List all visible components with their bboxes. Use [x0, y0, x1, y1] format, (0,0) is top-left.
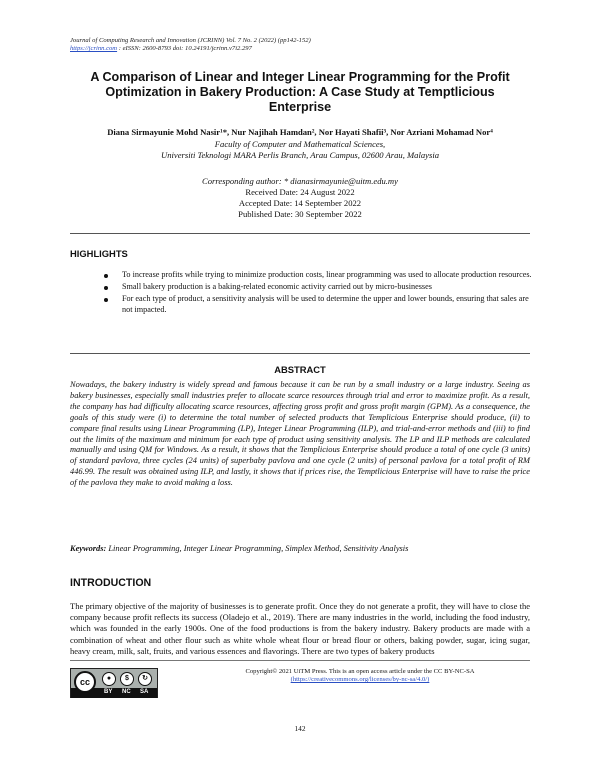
- journal-citation: Journal of Computing Research and Innovation (JCRINN) Vol. 7 No. 2 (2022) (pp142-152): [70, 37, 311, 44]
- sa-share-icon: ↻: [138, 672, 152, 686]
- title-line-3: Enterprise: [268, 100, 332, 114]
- abstract-text: Nowadays, the bakery industry is widely spread and famous because it can be run by a small industry or a large industry. Seeing as bakery businesses, especially small industries prefer to allocate scarce resources through trial and error to maximize profit. As a result, the company has had difficulty allocating scarce resources, affecting gross profit and gross profit margin (GPM). As a consequence, the goals of this study were (i) to determine the total number of selected products that Templicious Enterprise should produce, (ii) to compare final results using Linear Programming (LP), Integer Linear Programming (ILP), and trial-and-error methods and (iii) to find out the limits of the maximum and minimum for each type of product using sensitivity analysis. The LP and ILP methods are calculated manually and using QM for Windows. As a result, it shows that the Templicious Enterprise should produce a total of one cycle (3 units) of standard pavlova, three cycles (24 units) of superbaby pavlova and one cycle (2 units) of personal pavlova for a total profit of RM 446.99. The result was obtained using ILP, and lastly, it shows that if prices rise, the Temptlicious Enterprise will have to raise the price of the pavlova they make to avoid making a loss.: [70, 380, 530, 488]
- keywords-line: [70, 544, 530, 553]
- bullet-icon: [104, 286, 108, 290]
- title-line-1: A Comparison of Linear and Integer Linear Programming for the Profit: [90, 70, 510, 84]
- highlight-item: [104, 270, 534, 281]
- copyright-notice: [190, 668, 530, 685]
- introduction-text: The primary objective of the majority of businesses is to generate profit. Once they do not generate a profit, they will have to close the company because profit reflects its success (Oladejo et al., 2019). There are many industries in the world, including the food industry, which was founded in the early 1900s. One of the food productions is from the bakery industry. Bakery products are made with a combination of wheat and other flour such as white whole wheat flour or bread flour or others, baking powder, sugar, icing sugar, heavy cream, milk, salt, fruits, and various essences and flavorings. There are two types of bakery products: [70, 601, 530, 656]
- cc-nc-tag: NC: [122, 689, 131, 695]
- abstract-heading: ABSTRACT: [274, 364, 326, 375]
- university-affiliation: Universiti Teknologi MARA Perlis Branch, Arau Campus, 02600 Arau, Malaysia: [160, 150, 440, 160]
- bullet-icon: [104, 298, 108, 302]
- faculty-affiliation: Faculty of Computer and Mathematical Sciences,: [214, 139, 386, 149]
- issn-doi: : eISSN: 2600-8793 doi: 10.24191/jcrinn.v7i2.297: [117, 45, 252, 52]
- page-number: 142: [294, 724, 306, 733]
- nc-dollar-icon: $: [120, 672, 134, 686]
- copyright-line: Copyright© 2021 UiTM Press. This is an open access article under the CC BY-NC-SA: [245, 668, 475, 675]
- paper-title: [60, 70, 540, 115]
- license-link[interactable]: (https://creativecommons.org/licenses/by-nc-sa/4.0/): [290, 676, 430, 684]
- highlights-list: [104, 270, 534, 317]
- accepted-date: Accepted Date: 14 September 2022: [238, 198, 362, 208]
- title-line-2: Optimization in Bakery Production: A Case Study at Temptlicious: [105, 85, 495, 99]
- cc-sa-tag: SA: [140, 689, 149, 695]
- cc-license-badge: [70, 668, 158, 698]
- published-date: Published Date: 30 September 2022: [238, 209, 362, 219]
- journal-url-link[interactable]: https://jcrinn.com: [70, 45, 118, 52]
- highlight-item: [104, 282, 534, 293]
- bullet-icon: [104, 274, 108, 278]
- divider-abstract: [70, 353, 530, 354]
- by-person-icon: ●: [102, 672, 116, 686]
- keywords-text: Linear Programming, Integer Linear Programming, Simplex Method, Sensitivity Analysis: [106, 544, 409, 553]
- cc-icon: cc: [74, 671, 96, 693]
- received-date: Received Date: 24 August 2022: [245, 187, 355, 197]
- corresponding-author: Corresponding author: * dianasirmayunie@uitm.edu.my: [202, 176, 398, 186]
- highlight-item: [104, 294, 534, 315]
- journal-ids-line: [70, 45, 252, 53]
- highlight-text: To increase profits while trying to minimize production costs, linear programming was used to allocate production resources.: [122, 270, 532, 279]
- highlight-text: For each type of product, a sensitivity analysis will be used to determine the upper and lower bounds, ensuring that sales are not impacted.: [122, 294, 529, 314]
- author-list: Diana Sirmayunie Mohd Nasir¹*, Nur Najihah Hamdan², Nor Hayati Shafii³, Nor Azriani Mohamad Nor⁴: [107, 127, 493, 137]
- cc-by-tag: BY: [104, 689, 113, 695]
- introduction-heading: INTRODUCTION: [70, 577, 152, 589]
- highlights-heading: HIGHLIGHTS: [70, 248, 128, 259]
- highlight-text: Small bakery production is a baking-related economic activity carried out by micro-businesses: [122, 282, 432, 292]
- divider-top: [70, 233, 530, 234]
- footer-divider: [70, 660, 530, 661]
- keywords-label: Keywords:: [70, 544, 107, 553]
